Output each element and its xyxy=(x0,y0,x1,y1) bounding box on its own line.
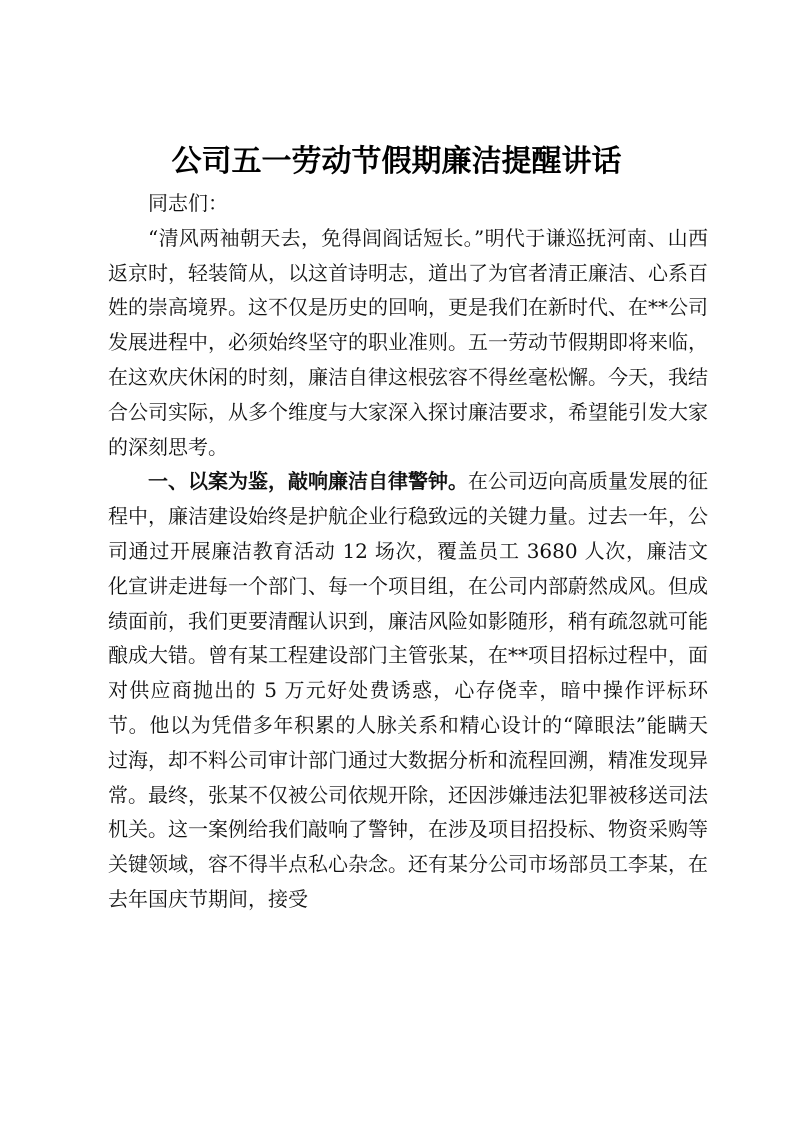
document-title: 公司五一劳动节假期廉洁提醒讲话 xyxy=(171,144,622,179)
document-body xyxy=(108,186,708,917)
section-1-body: 在公司迈向高质量发展的征程中，廉洁建设始终是护航企业行稳致远的关键力量。过去一年，公司通过开展廉洁教育活动 12 场次，覆盖员工 3680 人次，廉洁文化宣讲走进每一个部门、每一个项目组，在公司内部蔚然成风。但成绩面前，我们更要清醒认识到，廉洁风险如影随形，稍有疏忽就可能酿成大错。曾有某工程建设部门主管张某，在**项目招标过程中，面对供应商抛出的 5 万元好处费诱惑，心存侥幸，暗中操作评标环节。他以为凭借多年积累的人脉关系和精心设计的“障眼法”能瞒天过海，却不料公司审计部门通过大数据分析和流程回溯，精准发现异常。最终，张某不仅被公司依规开除，还因涉嫌违法犯罪被移送司法机关。这一案例给我们敲响了警钟，在涉及项目招投标、物资采购等关键领域，容不得半点私心杂念。还有某分公司市场部员工李某，在去年国庆节期间，接受 xyxy=(108,469,708,911)
paragraph-intro: “清风两袖朝天去，免得闾阎话短长。”明代于谦巡抚河南、山西返京时，轻装简从，以这首诗明志，道出了为官者清正廉洁、心系百姓的崇高境界。这不仅是历史的回响，更是我们在新时代、在**公司发展进程中，必须始终坚守的职业准则。五一劳动节假期即将来临，在这欢庆休闲的时刻，廉洁自律这根弦容不得丝毫松懈。今天，我结合公司实际，从多个维度与大家深入探讨廉洁要求，希望能引发大家的深刻思考。 xyxy=(108,225,708,459)
section-1-heading: 一、以案为鉴，敲响廉洁自律警钟。 xyxy=(148,469,468,494)
paragraph-section-1 xyxy=(108,464,708,916)
salutation: 同志们： xyxy=(148,191,228,215)
